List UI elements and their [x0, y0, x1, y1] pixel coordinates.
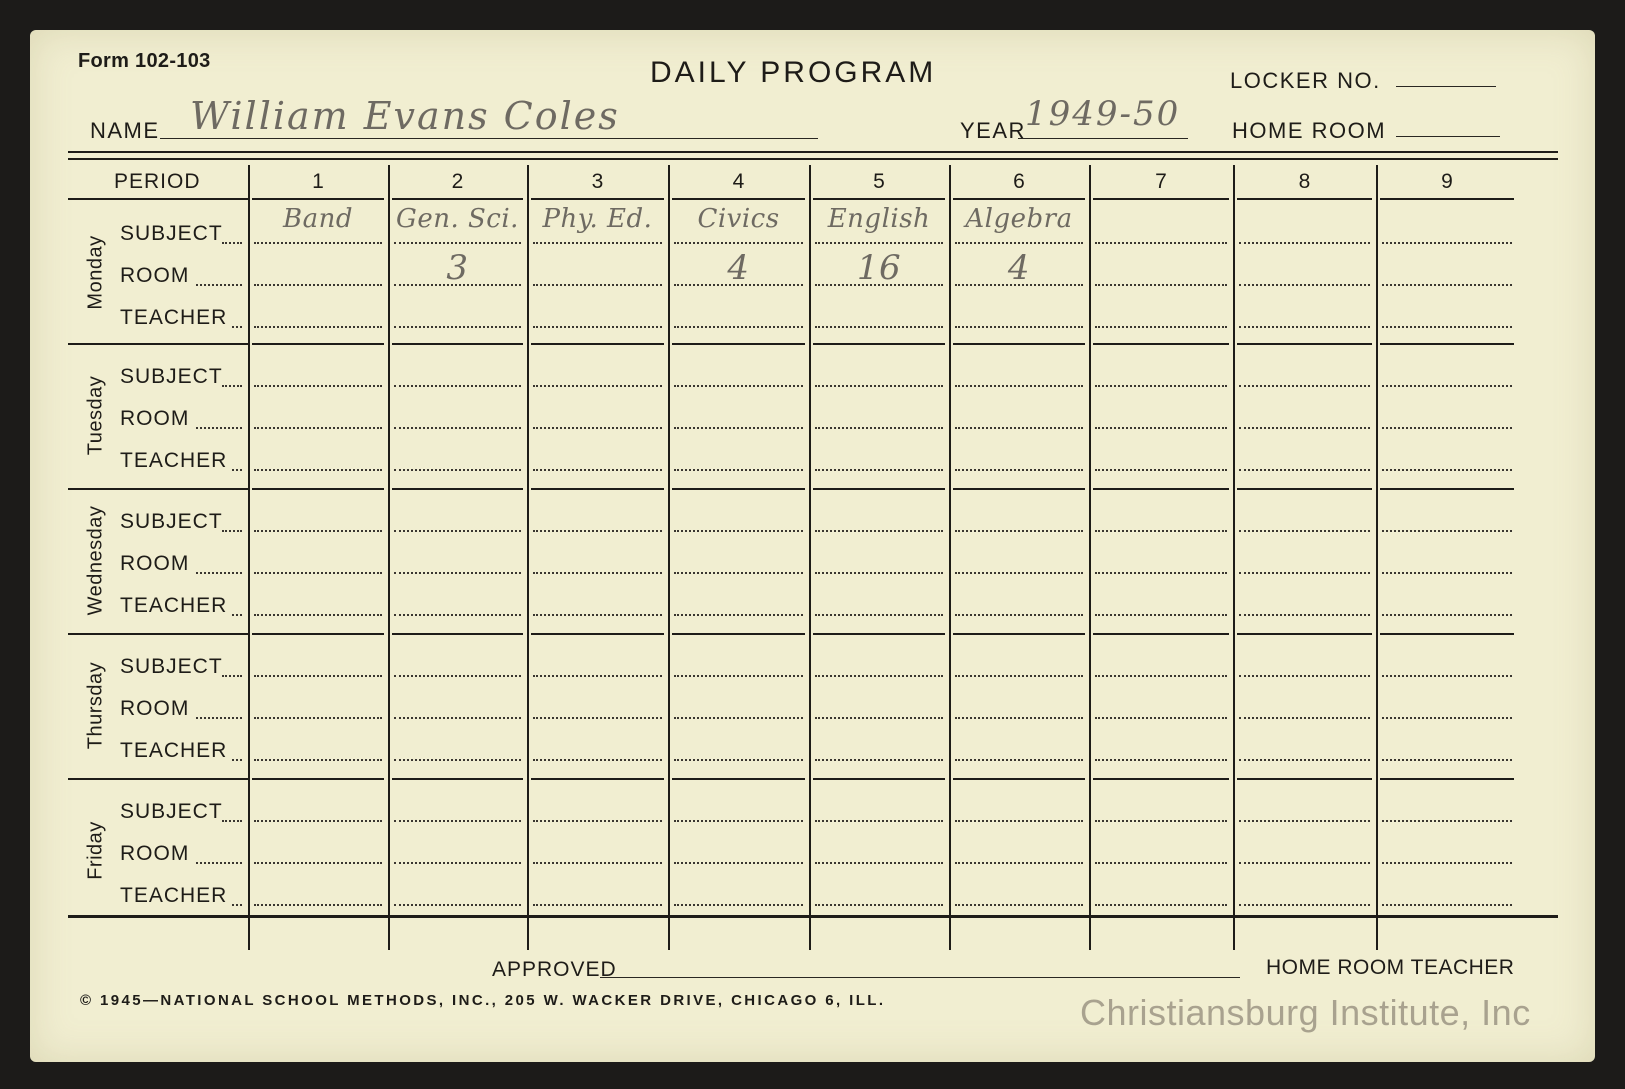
cell-wednesday-teacher-9[interactable] [1382, 614, 1512, 616]
approved-label: APPROVED [492, 958, 617, 981]
period-header-5: 5 [873, 170, 885, 193]
cell-wednesday-teacher-8[interactable] [1239, 614, 1370, 616]
cell-monday-room-9[interactable] [1382, 284, 1512, 286]
cell-tuesday-teacher-8[interactable] [1239, 469, 1370, 471]
day-separator-4-3 [531, 778, 664, 780]
cell-tuesday-room-6[interactable] [955, 427, 1083, 429]
cell-thursday-teacher-4[interactable] [674, 759, 803, 761]
period-header-rule-4 [672, 198, 805, 200]
row-label-leader-subject [222, 675, 242, 677]
cell-friday-subject-4[interactable] [674, 820, 803, 822]
cell-thursday-teacher-3[interactable] [533, 759, 662, 761]
cell-monday-subject-3[interactable] [533, 242, 662, 244]
cell-thursday-room-7[interactable] [1095, 717, 1227, 719]
cell-thursday-subject-6[interactable] [955, 675, 1083, 677]
period-header-rule-8 [1237, 198, 1372, 200]
cell-friday-subject-8[interactable] [1239, 820, 1370, 822]
period-header: PERIOD [114, 170, 201, 193]
cell-monday-teacher-2[interactable] [394, 326, 521, 328]
cell-tuesday-room-8[interactable] [1239, 427, 1370, 429]
cell-wednesday-subject-4[interactable] [674, 530, 803, 532]
day-separator-2-7 [1093, 488, 1229, 490]
cell-thursday-room-8[interactable] [1239, 717, 1370, 719]
cell-friday-teacher-2[interactable] [394, 904, 521, 906]
cell-friday-room-7[interactable] [1095, 862, 1227, 864]
cell-monday-teacher-4[interactable] [674, 326, 803, 328]
copyright-notice: © 1945—NATIONAL SCHOOL METHODS, INC., 205 W. WACKER DRIVE, CHICAGO 6, ILL. [80, 992, 886, 1009]
cell-monday-room-1[interactable] [254, 284, 382, 286]
year-line [1018, 138, 1188, 139]
cell-monday-teacher-7[interactable] [1095, 326, 1227, 328]
day-separator-4-9 [1380, 778, 1514, 780]
homeroom-field[interactable] [1396, 136, 1500, 137]
cell-friday-room-5[interactable] [815, 862, 943, 864]
room-entry[interactable]: 4 [1007, 248, 1031, 288]
day-separator-3-4 [672, 633, 805, 635]
cell-thursday-teacher-1[interactable] [254, 759, 382, 761]
locker-label: LOCKER NO. [1230, 68, 1381, 93]
day-separator-3-2 [392, 633, 523, 635]
cell-monday-teacher-3[interactable] [533, 326, 662, 328]
period-header-8: 8 [1298, 170, 1311, 193]
cell-monday-subject-4[interactable] [674, 242, 803, 244]
row-label-leader-subject [222, 242, 242, 244]
cell-friday-teacher-1[interactable] [254, 904, 382, 906]
day-label-friday: Friday [84, 820, 107, 880]
day-separator-4-8 [1237, 778, 1372, 780]
cell-wednesday-room-1[interactable] [254, 572, 382, 574]
cell-thursday-room-2[interactable] [394, 717, 521, 719]
form-number: Form 102-103 [78, 50, 211, 72]
top-rule-1 [68, 151, 1558, 153]
cell-thursday-teacher-2[interactable] [394, 759, 521, 761]
day-separator-1-4 [672, 343, 805, 345]
cell-monday-room-3[interactable] [533, 284, 662, 286]
period-header-rule [68, 198, 248, 200]
cell-tuesday-room-7[interactable] [1095, 427, 1227, 429]
cell-wednesday-room-5[interactable] [815, 572, 943, 574]
cell-friday-subject-1[interactable] [254, 820, 382, 822]
cell-thursday-room-4[interactable] [674, 717, 803, 719]
column-divider-1 [248, 165, 250, 950]
cell-friday-teacher-6[interactable] [955, 904, 1083, 906]
cell-monday-subject-7[interactable] [1095, 242, 1227, 244]
day-separator-3-5 [813, 633, 945, 635]
year-label: YEAR [960, 118, 1026, 143]
cell-wednesday-room-2[interactable] [394, 572, 521, 574]
cell-monday-subject-9[interactable] [1382, 242, 1512, 244]
row-label-teacher: TEACHER [120, 306, 228, 329]
cell-friday-teacher-8[interactable] [1239, 904, 1370, 906]
day-label-thursday: Thursday [84, 661, 107, 749]
day-separator-4-4 [672, 778, 805, 780]
cell-tuesday-teacher-5[interactable] [815, 469, 943, 471]
cell-monday-room-7[interactable] [1095, 284, 1227, 286]
day-separator-1-3 [531, 343, 664, 345]
cell-thursday-teacher-9[interactable] [1382, 759, 1512, 761]
day-separator-2-8 [1237, 488, 1372, 490]
period-header-2: 2 [451, 170, 464, 193]
day-separator-4-7 [1093, 778, 1229, 780]
row-label-leader-teacher [232, 469, 242, 471]
row-label-subject: SUBJECT [120, 365, 223, 388]
room-entry[interactable]: 3 [446, 248, 469, 288]
cell-monday-teacher-9[interactable] [1382, 326, 1512, 328]
row-label-teacher: TEACHER [120, 884, 228, 907]
cell-monday-teacher-1[interactable] [254, 326, 382, 328]
cell-tuesday-room-9[interactable] [1382, 427, 1512, 429]
cell-tuesday-teacher-1[interactable] [254, 469, 382, 471]
cell-thursday-subject-5[interactable] [815, 675, 943, 677]
watermark: Christiansburg Institute, Inc [1080, 992, 1531, 1033]
room-entry[interactable]: 4 [727, 248, 750, 288]
cell-thursday-subject-7[interactable] [1095, 675, 1227, 677]
cell-tuesday-teacher-3[interactable] [533, 469, 662, 471]
cell-tuesday-subject-4[interactable] [674, 385, 803, 387]
day-separator-4-1 [252, 778, 384, 780]
cell-thursday-subject-2[interactable] [394, 675, 521, 677]
row-label-subject: SUBJECT [120, 800, 223, 823]
cell-friday-subject-6[interactable] [955, 820, 1083, 822]
period-header-1: 1 [312, 170, 324, 193]
cell-thursday-teacher-5[interactable] [815, 759, 943, 761]
cell-wednesday-subject-9[interactable] [1382, 530, 1512, 532]
day-separator-2-4 [672, 488, 805, 490]
row-label-subject: SUBJECT [120, 510, 223, 533]
row-label-room: ROOM [120, 552, 190, 575]
period-header-9: 9 [1441, 170, 1453, 193]
cell-wednesday-teacher-2[interactable] [394, 614, 521, 616]
cell-wednesday-subject-7[interactable] [1095, 530, 1227, 532]
row-label-leader-teacher [232, 614, 242, 616]
cell-wednesday-subject-6[interactable] [955, 530, 1083, 532]
cell-friday-teacher-9[interactable] [1382, 904, 1512, 906]
column-divider-3 [527, 165, 529, 950]
column-divider-7 [1089, 165, 1091, 950]
row-label-subject: SUBJECT [120, 222, 223, 245]
period-header-rule-6 [953, 198, 1085, 200]
subject-entry[interactable]: Phy. Ed. [542, 204, 653, 234]
row-label-subject: SUBJECT [120, 655, 223, 678]
period-header-7: 7 [1155, 170, 1167, 193]
day-label-wednesday: Wednesday [84, 505, 107, 615]
row-label-leader-teacher [232, 326, 242, 328]
cell-friday-teacher-3[interactable] [533, 904, 662, 906]
cell-thursday-room-1[interactable] [254, 717, 382, 719]
day-separator-3-9 [1380, 633, 1514, 635]
cell-tuesday-subject-8[interactable] [1239, 385, 1370, 387]
cell-monday-subject-8[interactable] [1239, 242, 1370, 244]
cell-wednesday-subject-3[interactable] [533, 530, 662, 532]
row-label-room: ROOM [120, 264, 190, 287]
period-header-3: 3 [591, 170, 604, 193]
name-label: NAME [90, 118, 160, 143]
page-title: DAILY PROGRAM [650, 56, 937, 89]
cell-tuesday-room-4[interactable] [674, 427, 803, 429]
subject-entry[interactable]: Algebra [965, 204, 1073, 234]
cell-monday-teacher-5[interactable] [815, 326, 943, 328]
homeroom-label: HOME ROOM [1232, 118, 1387, 143]
period-header-rule-9 [1380, 198, 1514, 200]
day-label-monday: Monday [84, 234, 107, 310]
cell-tuesday-teacher-6[interactable] [955, 469, 1083, 471]
day-separator-4-6 [953, 778, 1085, 780]
row-label-teacher: TEACHER [120, 594, 228, 617]
day-label-tuesday: Tuesday [84, 375, 107, 455]
cell-friday-subject-5[interactable] [815, 820, 943, 822]
column-divider-9 [1376, 165, 1378, 950]
cell-monday-subject-5[interactable] [815, 242, 943, 244]
cell-wednesday-teacher-3[interactable] [533, 614, 662, 616]
cell-thursday-room-3[interactable] [533, 717, 662, 719]
schedule-card [30, 30, 1595, 1062]
cell-thursday-teacher-7[interactable] [1095, 759, 1227, 761]
row-label-leader-room [196, 572, 242, 574]
cell-thursday-room-6[interactable] [955, 717, 1083, 719]
cell-thursday-teacher-8[interactable] [1239, 759, 1370, 761]
approved-signature-line[interactable] [600, 977, 1240, 978]
row-label-leader-teacher [232, 759, 242, 761]
row-label-leader-room [196, 284, 242, 286]
row-label-teacher: TEACHER [120, 449, 228, 472]
cell-friday-subject-9[interactable] [1382, 820, 1512, 822]
cell-wednesday-teacher-7[interactable] [1095, 614, 1227, 616]
cell-wednesday-room-7[interactable] [1095, 572, 1227, 574]
cell-friday-subject-2[interactable] [394, 820, 521, 822]
cell-friday-room-8[interactable] [1239, 862, 1370, 864]
cell-tuesday-subject-7[interactable] [1095, 385, 1227, 387]
cell-thursday-room-5[interactable] [815, 717, 943, 719]
period-header-6: 6 [1013, 170, 1025, 193]
row-label-room: ROOM [120, 697, 190, 720]
cell-tuesday-teacher-2[interactable] [394, 469, 521, 471]
period-header-rule-3 [531, 198, 664, 200]
row-label-teacher: TEACHER [120, 739, 228, 762]
cell-friday-room-9[interactable] [1382, 862, 1512, 864]
row-label-room: ROOM [120, 842, 190, 865]
cell-tuesday-subject-9[interactable] [1382, 385, 1512, 387]
cell-friday-room-1[interactable] [254, 862, 382, 864]
day-separator-1-8 [1237, 343, 1372, 345]
period-header-rule-5 [813, 198, 945, 200]
cell-thursday-subject-4[interactable] [674, 675, 803, 677]
day-separator-3-6 [953, 633, 1085, 635]
cell-wednesday-subject-5[interactable] [815, 530, 943, 532]
row-label-leader-room [196, 862, 242, 864]
cell-friday-teacher-4[interactable] [674, 904, 803, 906]
cell-tuesday-teacher-4[interactable] [674, 469, 803, 471]
cell-wednesday-room-8[interactable] [1239, 572, 1370, 574]
day-separator-3-7 [1093, 633, 1229, 635]
day-separator-1-5 [813, 343, 945, 345]
subject-entry[interactable]: Band [283, 204, 353, 234]
cell-thursday-subject-3[interactable] [533, 675, 662, 677]
locker-field[interactable] [1396, 86, 1496, 87]
cell-monday-teacher-6[interactable] [955, 326, 1083, 328]
day-separator-2-3 [531, 488, 664, 490]
cell-wednesday-subject-1[interactable] [254, 530, 382, 532]
bottom-rule [68, 915, 1558, 918]
cell-tuesday-room-5[interactable] [815, 427, 943, 429]
day-separator-3-3 [531, 633, 664, 635]
cell-wednesday-teacher-1[interactable] [254, 614, 382, 616]
year-value[interactable]: 1949-50 [1025, 94, 1181, 134]
cell-friday-teacher-7[interactable] [1095, 904, 1227, 906]
cell-friday-room-2[interactable] [394, 862, 521, 864]
cell-tuesday-subject-3[interactable] [533, 385, 662, 387]
day-separator-3-1 [252, 633, 384, 635]
cell-wednesday-subject-8[interactable] [1239, 530, 1370, 532]
cell-thursday-subject-1[interactable] [254, 675, 382, 677]
column-divider-8 [1233, 165, 1235, 950]
subject-entry[interactable]: Civics [697, 204, 780, 234]
cell-tuesday-room-3[interactable] [533, 427, 662, 429]
day-separator-2-9 [1380, 488, 1514, 490]
day-separator-1-7 [1093, 343, 1229, 345]
period-header-rule-7 [1093, 198, 1229, 200]
row-label-leader-room [196, 717, 242, 719]
cell-tuesday-room-1[interactable] [254, 427, 382, 429]
cell-wednesday-room-3[interactable] [533, 572, 662, 574]
row-label-leader-subject [222, 530, 242, 532]
row-label-room: ROOM [120, 407, 190, 430]
cell-monday-room-8[interactable] [1239, 284, 1370, 286]
day-separator-2-6 [953, 488, 1085, 490]
day-separator-4-5 [813, 778, 945, 780]
cell-friday-subject-7[interactable] [1095, 820, 1227, 822]
row-label-leader-room [196, 427, 242, 429]
cell-friday-teacher-5[interactable] [815, 904, 943, 906]
room-entry[interactable]: 16 [856, 248, 902, 288]
cell-thursday-subject-9[interactable] [1382, 675, 1512, 677]
period-header-rule-1 [252, 198, 384, 200]
cell-wednesday-room-4[interactable] [674, 572, 803, 574]
subject-entry[interactable]: English [827, 204, 931, 234]
cell-friday-room-3[interactable] [533, 862, 662, 864]
cell-wednesday-subject-2[interactable] [394, 530, 521, 532]
cell-monday-subject-1[interactable] [254, 242, 382, 244]
cell-wednesday-room-6[interactable] [955, 572, 1083, 574]
homeroom-teacher-label: HOME ROOM TEACHER [1266, 956, 1515, 979]
cell-monday-subject-6[interactable] [955, 242, 1083, 244]
day-separator-2-2 [392, 488, 523, 490]
day-separator-2-5 [813, 488, 945, 490]
cell-monday-teacher-8[interactable] [1239, 326, 1370, 328]
period-header-rule-2 [392, 198, 523, 200]
cell-thursday-subject-8[interactable] [1239, 675, 1370, 677]
cell-thursday-room-9[interactable] [1382, 717, 1512, 719]
cell-friday-room-6[interactable] [955, 862, 1083, 864]
cell-wednesday-teacher-6[interactable] [955, 614, 1083, 616]
day-separator-1-1 [252, 343, 384, 345]
cell-wednesday-teacher-5[interactable] [815, 614, 943, 616]
cell-thursday-teacher-6[interactable] [955, 759, 1083, 761]
cell-tuesday-subject-5[interactable] [815, 385, 943, 387]
row-label-leader-subject [222, 385, 242, 387]
day-separator-1-2 [392, 343, 523, 345]
cell-tuesday-teacher-9[interactable] [1382, 469, 1512, 471]
cell-friday-subject-3[interactable] [533, 820, 662, 822]
cell-tuesday-subject-2[interactable] [394, 385, 521, 387]
cell-wednesday-teacher-4[interactable] [674, 614, 803, 616]
cell-tuesday-room-2[interactable] [394, 427, 521, 429]
period-header-4: 4 [732, 170, 745, 193]
cell-friday-room-4[interactable] [674, 862, 803, 864]
top-rule-2 [68, 158, 1558, 160]
subject-entry[interactable]: Gen. Sci. [396, 204, 519, 234]
cell-tuesday-teacher-7[interactable] [1095, 469, 1227, 471]
name-line [160, 138, 818, 139]
day-separator-4-2 [392, 778, 523, 780]
cell-wednesday-room-9[interactable] [1382, 572, 1512, 574]
row-label-leader-teacher [232, 904, 242, 906]
day-separator-2-1 [252, 488, 384, 490]
day-separator-3-8 [1237, 633, 1372, 635]
day-separator-1-9 [1380, 343, 1514, 345]
name-value[interactable]: William Evans Coles [190, 94, 620, 138]
cell-tuesday-subject-1[interactable] [254, 385, 382, 387]
day-separator-1-6 [953, 343, 1085, 345]
cell-monday-subject-2[interactable] [394, 242, 521, 244]
cell-tuesday-subject-6[interactable] [955, 385, 1083, 387]
row-label-leader-subject [222, 820, 242, 822]
